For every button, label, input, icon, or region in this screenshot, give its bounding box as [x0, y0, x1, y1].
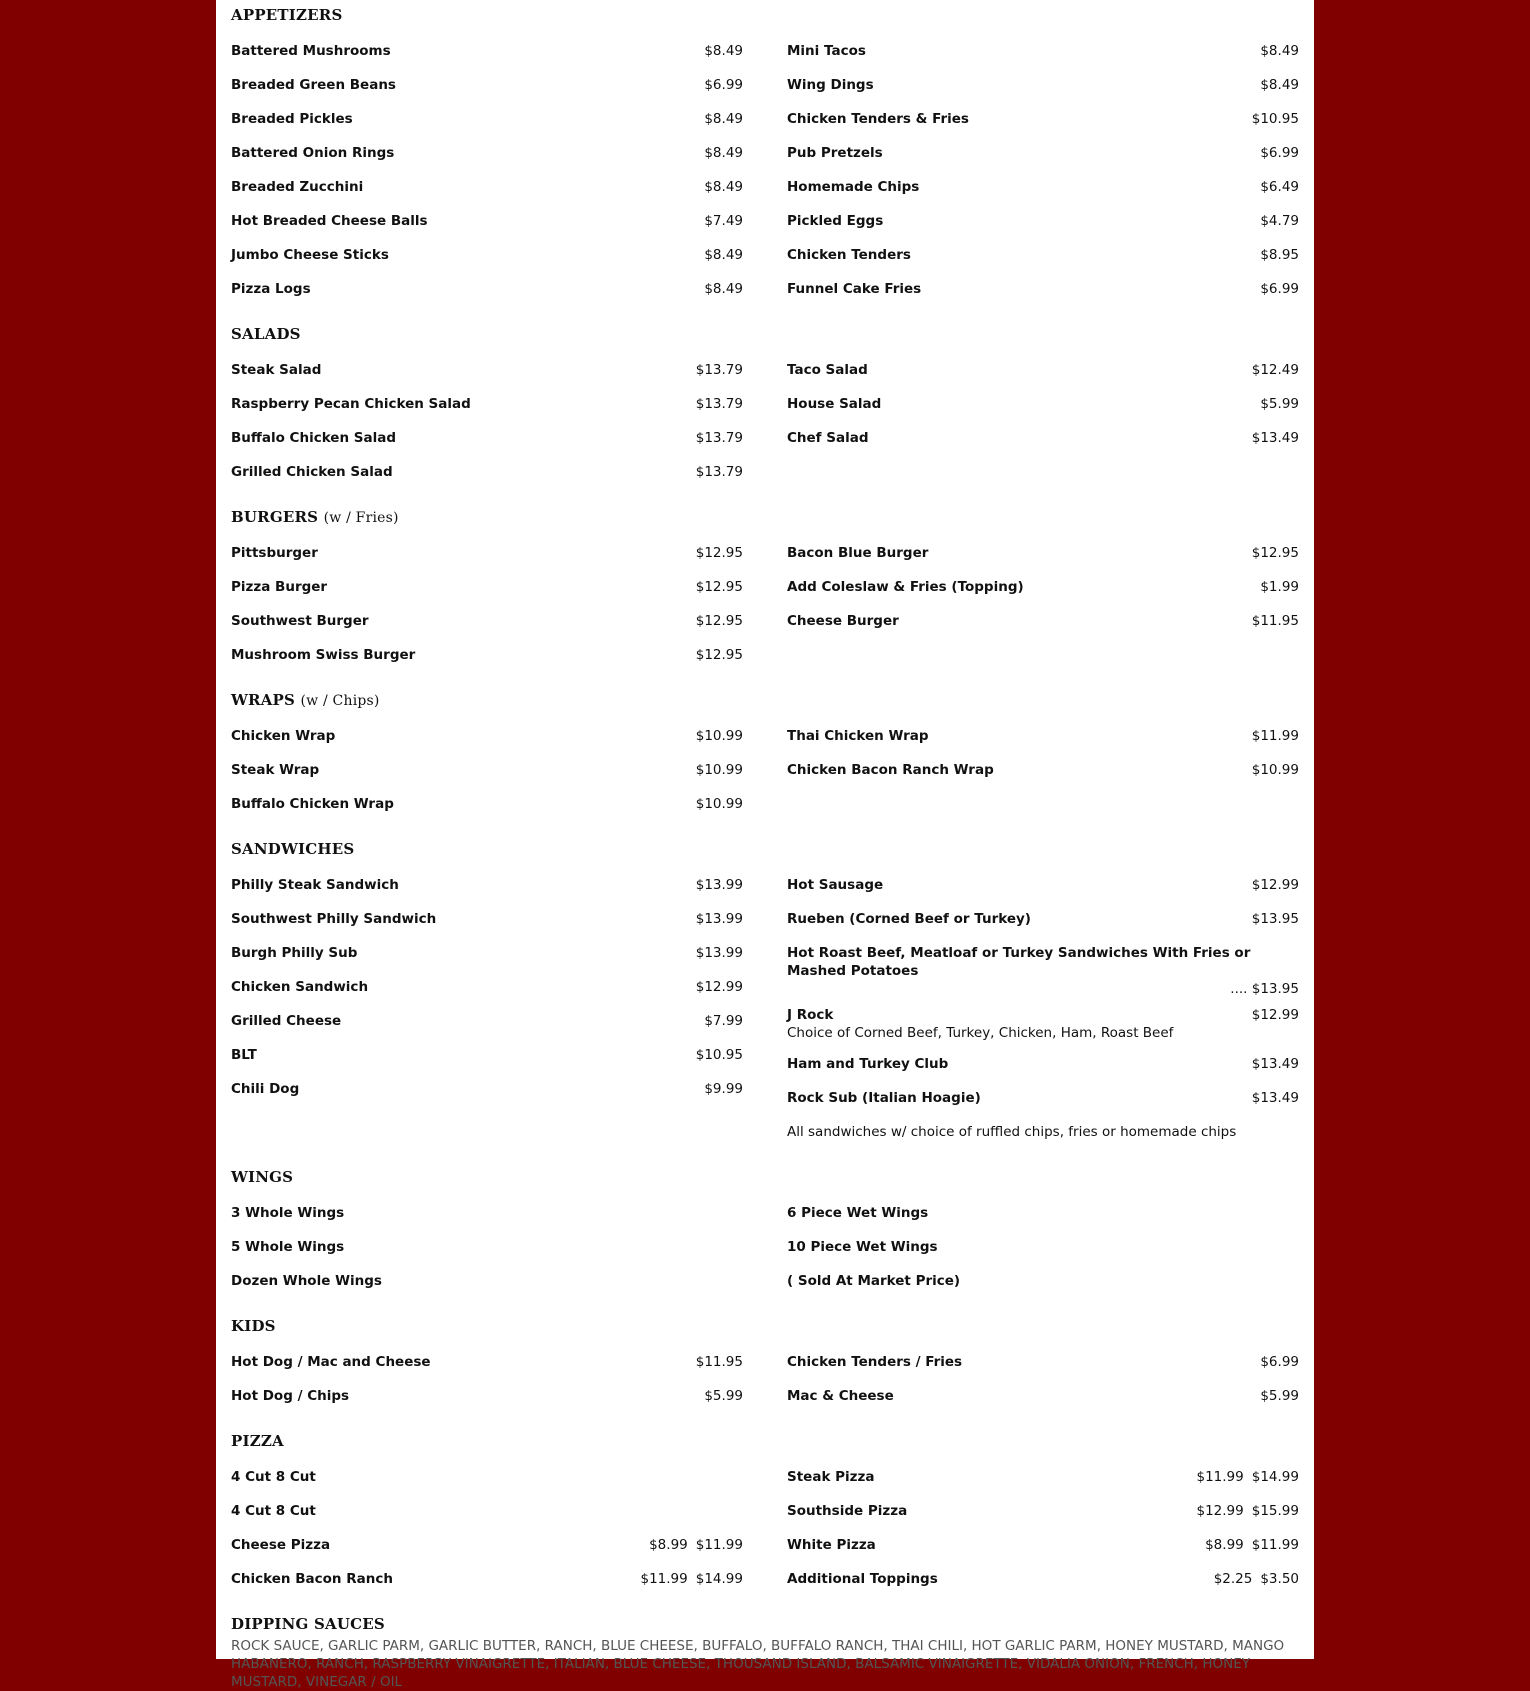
menu-item	[787, 1047, 1299, 1081]
item-price	[1214, 1562, 1299, 1596]
item-price: $5.99	[1260, 396, 1299, 412]
menu-item	[787, 68, 1299, 102]
item-price: $13.79	[695, 362, 743, 378]
section-dipping-sauces	[231, 1609, 1299, 1691]
section-title	[231, 685, 1299, 719]
kids-left-column	[231, 1345, 743, 1413]
item-price: $7.49	[704, 213, 743, 229]
item-price: $7.99	[704, 1013, 743, 1029]
item-price: $12.95	[695, 647, 743, 663]
section-subtitle: (w / Chips)	[300, 693, 380, 709]
item-price: $11.95	[695, 1354, 743, 1370]
menu-item	[787, 902, 1299, 936]
wings-left-column	[231, 1196, 743, 1298]
menu-item	[231, 719, 743, 753]
item-price: $6.99	[1260, 1354, 1299, 1370]
item-name: Breaded Zucchini	[231, 179, 364, 195]
menu-item	[231, 1562, 743, 1596]
menu-item	[787, 1264, 1299, 1298]
menu-item	[231, 1230, 743, 1264]
item-price: $8.49	[704, 111, 743, 127]
item-price: $12.95	[695, 579, 743, 595]
item-name: Chicken Sandwich	[231, 979, 369, 995]
item-name: Rock Sub (Italian Hoagie)	[787, 1090, 981, 1106]
section-kids	[231, 1311, 1299, 1413]
item-name: White Pizza	[787, 1537, 876, 1553]
menu-item	[231, 1038, 743, 1072]
section-title-text: BURGERS	[231, 508, 319, 526]
item-name: Hot Dog / Chips	[231, 1388, 350, 1404]
item-price: .... $13.95	[1230, 981, 1299, 997]
price-small: $11.99	[1196, 1469, 1244, 1485]
menu-item	[231, 170, 743, 204]
item-price: $10.99	[695, 762, 743, 778]
menu-item	[231, 272, 743, 306]
item-name: ( Sold At Market Price)	[787, 1273, 961, 1289]
item-price: $8.49	[704, 247, 743, 263]
menu-item	[787, 170, 1299, 204]
salads-left-column	[231, 353, 743, 489]
item-name: Steak Wrap	[231, 762, 320, 778]
wings-right-column	[787, 1196, 1299, 1298]
item-name: Ham and Turkey Club	[787, 1056, 949, 1072]
item-name: Mushroom Swiss Burger	[231, 647, 416, 663]
item-price: $13.79	[695, 464, 743, 480]
menu-item	[231, 753, 743, 787]
menu-page	[216, 0, 1314, 1690]
price-large: $3.50	[1260, 1571, 1299, 1587]
salads-right-column	[787, 353, 1299, 489]
item-name: Dozen Whole Wings	[231, 1273, 382, 1289]
menu-item	[231, 1494, 743, 1528]
item-price: $8.95	[1260, 247, 1299, 263]
menu-item	[231, 1528, 743, 1562]
menu-item	[231, 536, 743, 570]
sandwiches-left-column	[231, 868, 743, 1149]
menu-item	[231, 902, 743, 936]
item-price: $4.79	[1260, 213, 1299, 229]
section-gap	[231, 489, 1299, 502]
menu-item	[231, 34, 743, 68]
section-gap	[231, 1413, 1299, 1426]
menu-item	[231, 1345, 743, 1379]
item-price: $12.99	[1251, 877, 1299, 893]
sandwiches-right-column	[787, 868, 1299, 1149]
item-name: Chicken Tenders & Fries	[787, 111, 969, 127]
menu-item	[787, 421, 1299, 455]
menu-item	[231, 604, 743, 638]
item-name: Hot Dog / Mac and Cheese	[231, 1354, 431, 1370]
burgers-right-column	[787, 536, 1299, 672]
item-price: $5.99	[704, 1388, 743, 1404]
item-price	[1197, 1494, 1300, 1528]
item-price: $8.49	[704, 281, 743, 297]
section-gap	[231, 306, 1299, 319]
item-name: Rueben (Corned Beef or Turkey)	[787, 911, 1031, 927]
item-name: Burgh Philly Sub	[231, 945, 358, 961]
appetizers-right-column	[787, 34, 1299, 306]
section-title: APPETIZERS	[231, 6, 343, 24]
menu-content	[216, 0, 1314, 1691]
item-price: $10.99	[1251, 762, 1299, 778]
menu-item	[231, 1379, 743, 1413]
price-small: $11.99	[640, 1571, 688, 1587]
item-price: $13.99	[695, 877, 743, 893]
sandwich-note: All sandwiches w/ choice of ruffled chips, fries or homemade chips	[787, 1124, 1237, 1140]
item-name: House Salad	[787, 396, 882, 412]
price-small: $12.99	[1196, 1503, 1244, 1519]
menu-item	[787, 353, 1299, 387]
section-gap	[231, 672, 1299, 685]
item-name: Chicken Tenders	[787, 247, 911, 263]
menu-item	[231, 204, 743, 238]
section-gap	[231, 1149, 1299, 1162]
menu-item	[787, 1230, 1299, 1264]
item-name: BLT	[231, 1047, 257, 1063]
section-wings	[231, 1162, 1299, 1298]
section-salads	[231, 319, 1299, 489]
kids-right-column	[787, 1345, 1299, 1413]
section-pizza	[231, 1426, 1299, 1596]
menu-item	[231, 970, 743, 1004]
item-price: $10.95	[1251, 111, 1299, 127]
menu-item	[787, 536, 1299, 570]
item-price	[735, 1494, 743, 1528]
item-name: Battered Mushrooms	[231, 43, 391, 59]
item-price: $12.95	[695, 613, 743, 629]
menu-item	[787, 753, 1299, 787]
section-gap	[231, 1596, 1299, 1609]
item-price: $6.99	[1260, 145, 1299, 161]
menu-item	[787, 1494, 1299, 1528]
item-price: $13.49	[1251, 1090, 1299, 1106]
menu-item	[787, 387, 1299, 421]
item-price: $1.99	[1260, 579, 1299, 595]
section-subtitle: (w / Fries)	[323, 510, 399, 526]
menu-item	[231, 102, 743, 136]
item-price: $13.99	[695, 911, 743, 927]
item-name: Chicken Bacon Ranch Wrap	[787, 762, 994, 778]
menu-item	[787, 204, 1299, 238]
item-name: Buffalo Chicken Salad	[231, 430, 397, 446]
item-price: $12.95	[1251, 545, 1299, 561]
item-price: $8.49	[704, 179, 743, 195]
menu-item	[787, 272, 1299, 306]
item-price: $10.99	[695, 728, 743, 744]
burgers-left-column	[231, 536, 743, 672]
item-name: 6 Piece Wet Wings	[787, 1205, 929, 1221]
price-large: $15.99	[1251, 1503, 1299, 1519]
menu-item	[231, 868, 743, 902]
section-gap	[231, 821, 1299, 834]
item-price: $11.95	[1251, 613, 1299, 629]
price-large: $14.99	[695, 1571, 743, 1587]
item-name: Chicken Tenders / Fries	[787, 1354, 963, 1370]
item-price: $10.99	[695, 796, 743, 812]
menu-item	[231, 238, 743, 272]
item-price: $13.49	[1251, 430, 1299, 446]
item-name: Southwest Philly Sandwich	[231, 911, 437, 927]
menu-item	[231, 421, 743, 455]
section-title: WINGS	[231, 1168, 294, 1186]
menu-item	[787, 1081, 1299, 1115]
section-title: KIDS	[231, 1317, 276, 1335]
item-price: $13.79	[695, 396, 743, 412]
item-name: Thai Chicken Wrap	[787, 728, 929, 744]
price-large: $11.99	[1251, 1537, 1299, 1553]
section-title-text: WRAPS	[231, 691, 296, 709]
price-large: $11.99	[695, 1537, 743, 1553]
item-price: $12.49	[1251, 362, 1299, 378]
menu-item	[787, 570, 1299, 604]
price-small: $8.99	[649, 1537, 688, 1553]
section-title: DIPPING SAUCES	[231, 1615, 385, 1633]
menu-item	[787, 102, 1299, 136]
menu-item	[231, 136, 743, 170]
price-small: $2.25	[1213, 1571, 1253, 1587]
section-title: PIZZA	[231, 1432, 284, 1450]
item-name: Homemade Chips	[787, 179, 920, 195]
section-wraps	[231, 685, 1299, 821]
menu-item	[231, 68, 743, 102]
item-name: Chef Salad	[787, 430, 869, 446]
item-name: Mini Tacos	[787, 43, 866, 59]
item-name: Hot Roast Beef, Meatloaf or Turkey Sandwiches With Fries or Mashed Potatoes	[787, 945, 1251, 979]
section-title	[231, 502, 1299, 536]
item-name: Additional Toppings	[787, 1571, 938, 1587]
menu-item	[231, 638, 743, 672]
item-name: J Rock	[787, 1007, 834, 1023]
section-burgers	[231, 502, 1299, 672]
item-price	[1197, 1460, 1300, 1494]
wraps-left-column	[231, 719, 743, 821]
menu-item	[787, 1562, 1299, 1596]
item-price	[1205, 1528, 1299, 1562]
pizza-right-column	[787, 1460, 1299, 1596]
appetizers-left-column	[231, 34, 743, 306]
menu-item	[231, 1072, 743, 1106]
menu-item	[231, 387, 743, 421]
menu-item	[231, 570, 743, 604]
menu-item	[787, 1528, 1299, 1562]
menu-item	[787, 868, 1299, 902]
item-price: $8.49	[704, 145, 743, 161]
section-gap	[231, 1298, 1299, 1311]
item-name: Breaded Pickles	[231, 111, 353, 127]
item-name: Funnel Cake Fries	[787, 281, 922, 297]
menu-item-j-rock	[787, 998, 1299, 1047]
section-sandwiches	[231, 834, 1299, 1149]
item-price: $13.49	[1251, 1056, 1299, 1072]
menu-item	[787, 604, 1299, 638]
menu-item	[231, 787, 743, 821]
item-name: 4 Cut 8 Cut	[231, 1469, 316, 1485]
item-name: Steak Pizza	[787, 1469, 875, 1485]
menu-item-hot-roast	[787, 936, 1299, 998]
item-name: Raspberry Pecan Chicken Salad	[231, 396, 471, 412]
item-name: Pizza Logs	[231, 281, 311, 297]
item-name: Chili Dog	[231, 1081, 300, 1097]
item-price: $9.99	[704, 1081, 743, 1097]
menu-item	[787, 34, 1299, 68]
item-price	[735, 1460, 743, 1494]
menu-item	[231, 1196, 743, 1230]
menu-item	[231, 1264, 743, 1298]
item-name: Southside Pizza	[787, 1503, 908, 1519]
item-price: $11.99	[1251, 728, 1299, 744]
menu-item	[787, 136, 1299, 170]
item-price: $6.99	[1260, 281, 1299, 297]
item-price: $6.49	[1260, 179, 1299, 195]
item-price: $8.49	[1260, 43, 1299, 59]
item-name: Bacon Blue Burger	[787, 545, 929, 561]
price-small: $8.99	[1205, 1537, 1244, 1553]
item-name: Chicken Bacon Ranch	[231, 1571, 393, 1587]
item-name: 5 Whole Wings	[231, 1239, 345, 1255]
item-price: $12.99	[695, 979, 743, 995]
item-name: Grilled Chicken Salad	[231, 464, 393, 480]
sauce-list: ROCK SAUCE, GARLIC PARM, GARLIC BUTTER, RANCH, BLUE CHEESE, BUFFALO, BUFFALO RANCH, THAI CHILI, HOT GARLIC PARM, HONEY MUSTARD, MANGO HABANERO, RANCH, RASPBERRY VINAIGRETTE, ITALIAN, BLUE CHEESE, THOUSAND ISLAND, BALSAMIC VINAIGRETTE, VIDALIA ONION, FRENCH, HONEY MUSTARD, VINEGAR / OIL	[231, 1638, 1285, 1690]
item-price: $6.99	[704, 77, 743, 93]
item-price	[641, 1562, 744, 1596]
item-name: Southwest Burger	[231, 613, 369, 629]
item-name: Philly Steak Sandwich	[231, 877, 399, 893]
menu-item	[231, 353, 743, 387]
item-price: $5.99	[1260, 1388, 1299, 1404]
item-name: Cheese Burger	[787, 613, 899, 629]
item-name: Jumbo Cheese Sticks	[231, 247, 389, 263]
menu-item	[787, 1345, 1299, 1379]
item-price: $13.79	[695, 430, 743, 446]
menu-item	[231, 1004, 743, 1038]
item-price: $13.95	[1251, 911, 1299, 927]
item-name: 4 Cut 8 Cut	[231, 1503, 316, 1519]
item-price: $10.95	[695, 1047, 743, 1063]
menu-item	[787, 1379, 1299, 1413]
item-name: Hot Breaded Cheese Balls	[231, 213, 428, 229]
menu-item	[787, 1196, 1299, 1230]
item-name: Taco Salad	[787, 362, 868, 378]
item-price: $8.49	[1260, 77, 1299, 93]
item-name: 10 Piece Wet Wings	[787, 1239, 938, 1255]
price-large: $14.99	[1251, 1469, 1299, 1485]
item-name: Battered Onion Rings	[231, 145, 395, 161]
section-title: SANDWICHES	[231, 840, 355, 858]
item-name: Pizza Burger	[231, 579, 328, 595]
menu-item	[231, 936, 743, 970]
menu-item	[231, 1460, 743, 1494]
item-name: Pickled Eggs	[787, 213, 884, 229]
item-name: Buffalo Chicken Wrap	[231, 796, 394, 812]
item-name: Hot Sausage	[787, 877, 884, 893]
item-name: Breaded Green Beans	[231, 77, 396, 93]
item-name: Add Coleslaw & Fries (Topping)	[787, 579, 1024, 595]
menu-item	[231, 455, 743, 489]
item-name: Chicken Wrap	[231, 728, 336, 744]
section-appetizers	[231, 0, 1299, 306]
item-name: Wing Dings	[787, 77, 874, 93]
item-name: Grilled Cheese	[231, 1013, 342, 1029]
section-title: SALADS	[231, 325, 301, 343]
item-name: Cheese Pizza	[231, 1537, 331, 1553]
item-name: Pittsburger	[231, 545, 318, 561]
menu-item	[787, 1460, 1299, 1494]
pizza-left-column	[231, 1460, 743, 1596]
menu-item	[787, 719, 1299, 753]
item-price: $12.95	[695, 545, 743, 561]
item-price	[649, 1528, 743, 1562]
item-price: $8.49	[704, 43, 743, 59]
item-name: Pub Pretzels	[787, 145, 883, 161]
item-name: Steak Salad	[231, 362, 322, 378]
item-name: Mac & Cheese	[787, 1388, 894, 1404]
item-name: 3 Whole Wings	[231, 1205, 345, 1221]
wraps-right-column	[787, 719, 1299, 821]
menu-item	[787, 238, 1299, 272]
item-price: $13.99	[695, 945, 743, 961]
item-price: $12.99	[1251, 1007, 1299, 1023]
item-description: Choice of Corned Beef, Turkey, Chicken, Ham, Roast Beef	[787, 1025, 1174, 1041]
